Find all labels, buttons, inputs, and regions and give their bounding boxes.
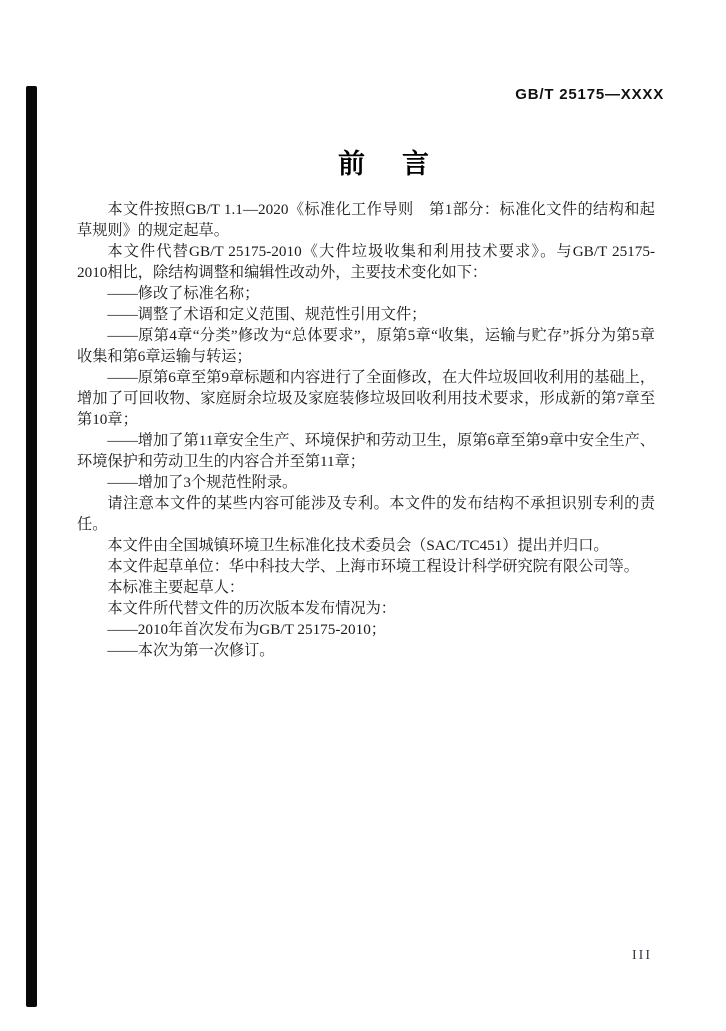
foreword-paragraph: ——修改了标准名称； [107, 285, 260, 302]
page-number: III [632, 948, 652, 963]
foreword-paragraph: 本文件所代替文件的历次版本发布情况为： [107, 600, 396, 617]
foreword-title: 前 言 [338, 149, 434, 179]
foreword-paragraph: ——调整了术语和定义范围、规范性引用文件； [107, 306, 427, 323]
foreword-paragraph: ——增加了第11章安全生产、环境保护和劳动卫生，原第6章至第9章中安全生产、环境保护和劳动卫生的内容合并至第11章； [77, 432, 655, 470]
foreword-paragraph: 请注意本文件的某些内容可能涉及专利。本文件的发布结构不承担识别专利的责任。 [77, 495, 655, 533]
foreword-paragraph: ——本次为第一次修订。 [107, 642, 275, 659]
foreword-paragraph: ——原第6章至第9章标题和内容进行了全面修改，在大件垃圾回收利用的基础上，增加了可回收物、家庭厨余垃圾及家庭装修垃圾回收利用技术要求，形成新的第7章至第10章； [77, 369, 655, 428]
foreword-paragraph: ——2010年首次发布为GB/T 25175-2010； [107, 621, 386, 638]
foreword-body [77, 199, 655, 661]
foreword-paragraph: 本文件起草单位：华中科技大学、上海市环境工程设计科学研究院有限公司等。 [107, 558, 639, 575]
foreword-paragraph: 本标准主要起草人： [107, 579, 245, 596]
foreword-paragraph: 本文件按照GB/T 1.1—2020《标准化工作导则 第1部分：标准化文件的结构和起草规则》的规定起草。 [77, 201, 655, 239]
foreword-paragraph: ——增加了3个规范性附录。 [107, 474, 298, 491]
scan-artifact-bar [26, 86, 37, 1007]
standard-code-header: GB/T 25175—XXXX [515, 86, 664, 103]
foreword-paragraph: ——原第4章“分类”修改为“总体要求”，原第5章“收集，运输与贮存”拆分为第5章收集和第6章运输与转运； [77, 327, 655, 365]
foreword-paragraph: 本文件由全国城镇环境卫生标准化技术委员会（SAC/TC451）提出并归口。 [107, 537, 609, 554]
foreword-paragraph: 本文件代替GB/T 25175-2010《大件垃圾收集和利用技术要求》。与GB/T 25175-2010相比，除结构调整和编辑性改动外，主要技术变化如下： [77, 243, 655, 281]
